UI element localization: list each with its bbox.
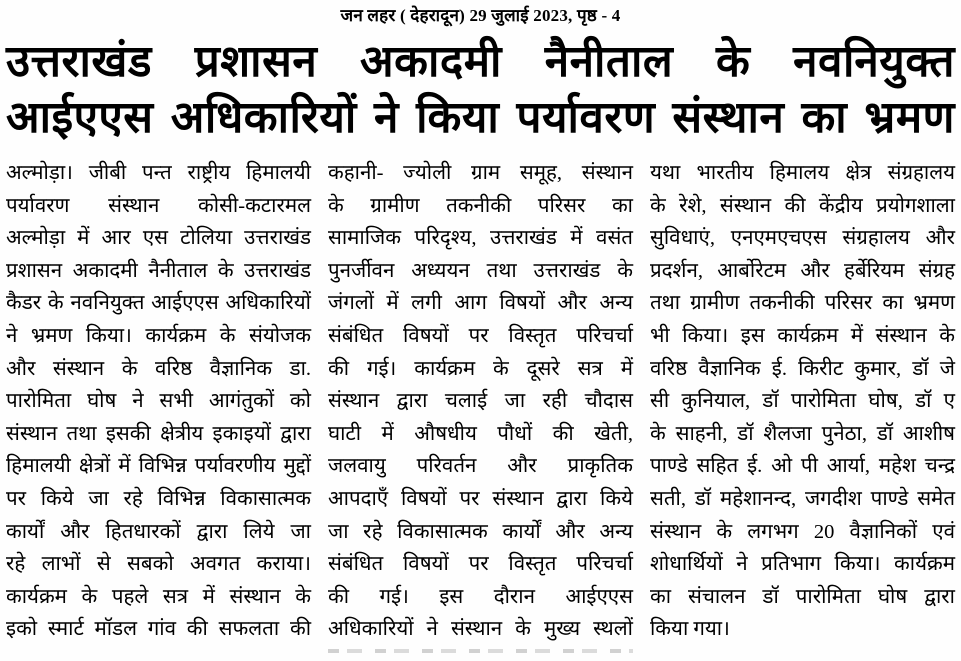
text-line: सामाजिक परिदृश्य, उत्तराखंड में वसंत <box>328 227 633 250</box>
text-line: कैडर के नवनियुक्त आईएएस अधिकारियों <box>6 292 311 315</box>
text-line: संस्थान तथा इसकी क्षेत्रीय इकाइयों द्वारा <box>6 422 311 445</box>
text-line: जा रहे विकासात्मक कार्यों और अन्य <box>328 520 633 543</box>
text-line: की गई। कार्यक्रम के दूसरे सत्र में <box>328 357 633 380</box>
text-line: अधिकारियों ने संस्थान के मुख्य स्थलों <box>328 618 633 641</box>
text-line: किया गया। <box>650 618 730 641</box>
text-line: यथा भारतीय हिमालय क्षेत्र संग्रहालय <box>650 162 955 184</box>
text-line: प्रशासन अकादमी नैनीताल के उत्तराखंड <box>6 259 311 282</box>
text-line: सती, डॉ महेशानन्द, जगदीश पाण्डे समेत <box>650 487 955 510</box>
text-line: संबंधित विषयों पर विस्तृत परिचर्चा <box>328 553 633 576</box>
text-line: रहे लाभों से सबको अवगत कराया। <box>6 553 311 576</box>
article-body <box>6 157 955 653</box>
text-line: जंगलों में लगी आग विषयों और अन्य <box>328 292 633 315</box>
text-line: के ग्रामीण तकनीकी परिसर का <box>328 194 633 217</box>
text-line: कार्यों और हितधारकों द्वारा लिये जा <box>6 520 311 543</box>
text-line: अल्मोड़ा। जीबी पन्त राष्ट्रीय हिमालयी <box>6 162 311 184</box>
text-line: हिमालयी क्षेत्रों में विभिन्न पर्यावरणीय मुद्दों <box>6 455 311 478</box>
article-headline <box>6 34 955 146</box>
text-line: तथा ग्रामीण तकनीकी परिसर का भ्रमण <box>650 292 955 315</box>
text-line: और संस्थान के वरिष्ठ वैज्ञानिक डा. <box>6 357 311 380</box>
text-line: ने भ्रमण किया। कार्यक्रम के संयोजक <box>6 324 311 347</box>
text-line: पाण्डे सहित ई. ओ पी आर्या, महेश चन्द्र <box>650 455 955 478</box>
text-line: प्रदर्शन, आर्बोरेटम और हर्बेरियम संग्रह <box>650 259 955 282</box>
text-line: शोधार्थियों ने प्रतिभाग किया। कार्यक्रम <box>650 553 955 576</box>
text-line: पर किये जा रहे विभिन्न विकासात्मक <box>6 487 311 510</box>
text-line: भी किया। इस कार्यक्रम में संस्थान के <box>650 324 955 347</box>
text-line: वरिष्ठ वैज्ञानिक ई. किरीट कुमार, डॉ जे <box>650 357 955 380</box>
newspaper-masthead: जन लहर ( देहरादून) 29 जुलाई 2023, पृष्ठ - 4 <box>340 6 621 25</box>
text-line: इको स्मार्ट मॉडल गांव की सफलता की <box>6 618 311 641</box>
text-line: संबंधित विषयों पर विस्तृत परिचर्चा <box>328 324 633 347</box>
text-line: अल्मोड़ा में आर एस टोलिया उत्तराखंड <box>6 227 311 250</box>
text-line: सुविधाएं, एनएमएचएस संग्रहालय और <box>650 227 955 250</box>
text-line: पारोमिता घोष ने सभी आगंतुकों को <box>6 390 311 413</box>
text-line: पुनर्जीवन अध्ययन तथा उत्तराखंड के <box>328 259 633 282</box>
clipped-text-remnant <box>328 649 633 653</box>
article-column-3 <box>650 157 955 653</box>
article-column-1 <box>6 157 311 653</box>
text-line: संस्थान द्वारा चलाई जा रही चौदास <box>328 390 633 413</box>
article-column-2 <box>328 157 633 653</box>
text-line: जलवायु परिवर्तन और प्राकृतिक <box>328 455 633 478</box>
text-line: कहानी- ज्योली ग्राम समूह, संस्थान <box>328 162 633 184</box>
text-line: सी कुनियाल, डॉ पारोमिता घोष, डॉ ए <box>650 390 955 413</box>
text-line: घाटी में औषधीय पौधों की खेती, <box>328 422 633 445</box>
text-line: पर्यावरण संस्थान कोसी-कटारमल <box>6 194 311 217</box>
text-line: का संचालन डॉ पारोमिता घोष द्वारा <box>650 585 955 608</box>
text-line: के रेशे, संस्थान की केंद्रीय प्रयोगशाला <box>650 194 955 217</box>
text-line: के साहनी, डॉ शैलजा पुनेठा, डॉ आशीष <box>650 422 955 445</box>
text-line: कार्यक्रम के पहले सत्र में संस्थान के <box>6 585 311 608</box>
text-line: संस्थान के लगभग 20 वैज्ञानिकों एवं <box>650 520 955 543</box>
headline-line-1: उत्तराखंड प्रशासन अकादमी नैनीताल के नवनियुक्त <box>6 37 955 86</box>
headline-line-2: आईएएस अधिकारियों ने किया पर्यावरण संस्थान का भ्रमण <box>6 93 955 142</box>
text-line: की गई। इस दौरान आईएएस <box>328 585 633 608</box>
text-line: आपदाएँ विषयों पर संस्थान द्वारा किये <box>328 487 633 510</box>
